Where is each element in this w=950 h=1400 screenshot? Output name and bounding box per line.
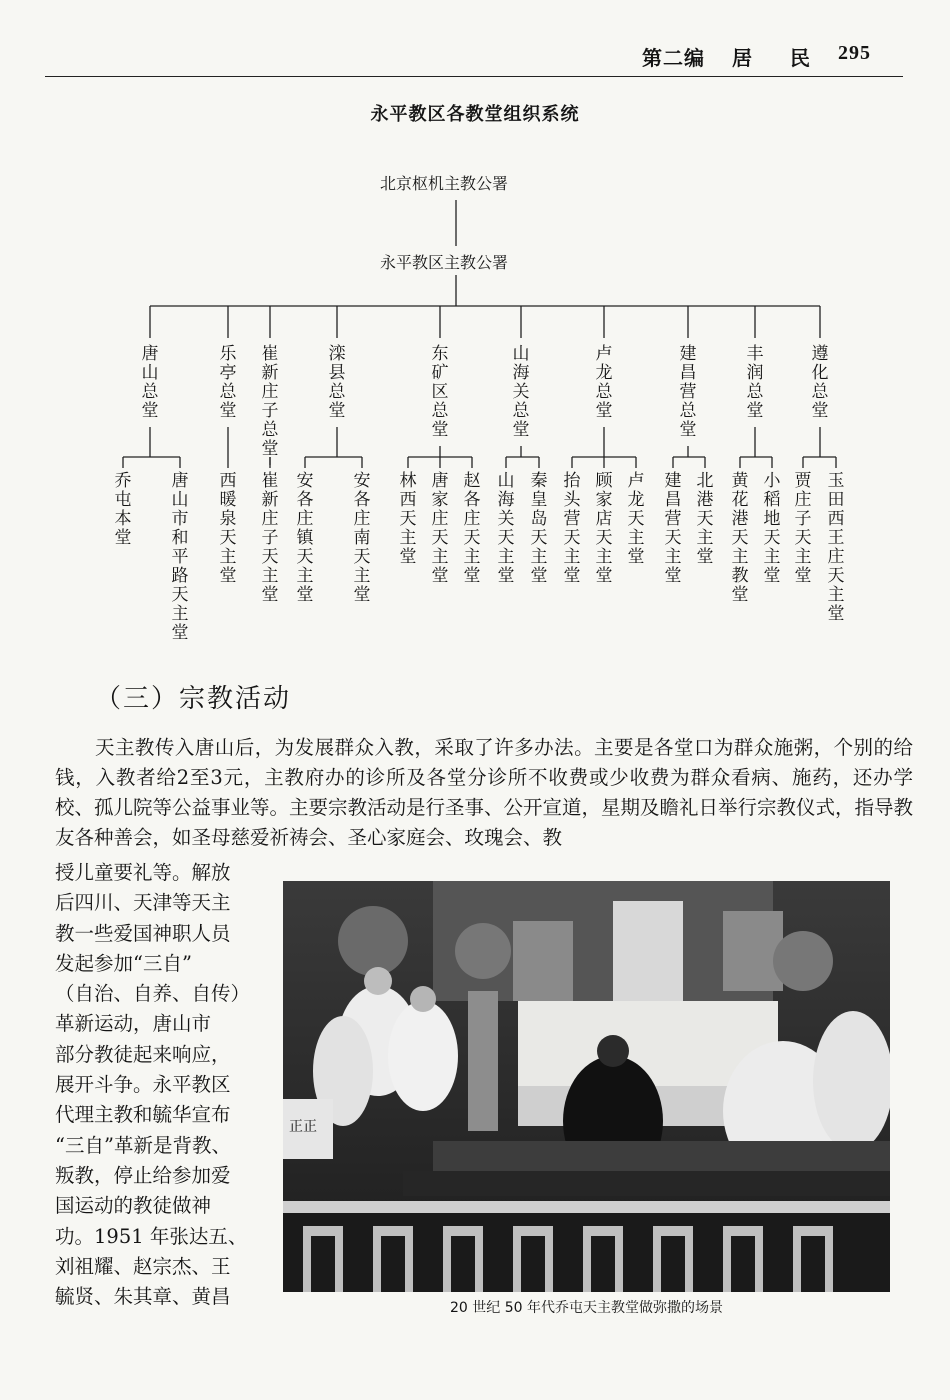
page-number: 295 <box>838 42 871 64</box>
church-4-2: 安各庄南天主堂 <box>353 471 371 605</box>
branch-6: 山海关总堂 <box>512 344 530 440</box>
header-section: 第二编 <box>642 46 705 70</box>
church-5-2: 唐家庄天主堂 <box>431 471 449 586</box>
church-10-2: 玉田西王庄天主堂 <box>827 471 845 624</box>
text-line: 毓贤、朱其章、黄昌 <box>55 1285 231 1309</box>
text-line: 教一些爱国神职人员 <box>55 921 231 945</box>
branch-2: 乐亭总堂 <box>219 344 237 421</box>
text-line: 授儿童要礼等。解放 <box>55 861 231 884</box>
text-line: 国运动的教徒做神 <box>55 1194 212 1218</box>
text-line: 发起参加“三自” <box>55 951 192 975</box>
text-line: 功。1951 年张达五、 <box>55 1224 248 1248</box>
church-3-1: 崔新庄子天主堂 <box>261 471 279 605</box>
church-9-1: 黄花港天主教堂 <box>731 471 749 605</box>
photo-caption: 20 世纪 50 年代乔屯天主教堂做弥撒的场景 <box>450 1300 723 1316</box>
chart-title: 永平教区各教堂组织系统 <box>370 104 580 125</box>
church-5-3: 赵各庄天主堂 <box>463 471 481 586</box>
text-line: 刘祖耀、赵宗杰、王 <box>55 1254 231 1278</box>
header-chapter-1: 居 <box>732 46 753 70</box>
org-second-node: 永平教区主教公署 <box>380 253 509 272</box>
text-line: “三自”革新是背教、 <box>55 1133 231 1157</box>
text-line: 部分教徒起来响应， <box>55 1042 231 1066</box>
body-paragraph: 天主教传入唐山后，为发展群众入教，采取了许多办法。主要是各堂口为群众施粥，个别的给钱，入教者给2至3元，主教府办的诊所及各堂分诊所不收费或少收费为群众看病、施药，还办学校、孤儿院等公益事业等。主要宗教活动是行圣事、公开宣道，星期及瞻礼日举行宗教仪式，指导教友各种善会，如圣母慈爱祈祷会、圣心家庭会、玫瑰会、教 <box>55 736 914 849</box>
branch-7: 卢龙总堂 <box>595 344 613 421</box>
church-8-1: 建昌营天主堂 <box>664 471 682 586</box>
text-line: 革新运动，唐山市 <box>55 1012 212 1036</box>
photo-sign-text: 正正 <box>289 1119 317 1135</box>
church-7-1: 抬头营天主堂 <box>563 471 581 586</box>
church-1-2: 唐山市和平路天主堂 <box>171 471 189 643</box>
text-line: 代理主教和毓华宣布 <box>55 1103 231 1127</box>
church-6-2: 秦皇岛天主堂 <box>530 471 548 586</box>
church-10-1: 贾庄子天主堂 <box>794 471 812 586</box>
church-5-1: 林西天主堂 <box>399 471 417 567</box>
church-7-3: 卢龙天主堂 <box>627 471 645 567</box>
church-7-2: 顾家店天主堂 <box>595 471 613 586</box>
church-2-1: 西暖泉天主堂 <box>219 471 237 586</box>
branch-10: 遵化总堂 <box>811 344 829 421</box>
church-1-1: 乔屯本堂 <box>114 471 132 548</box>
section-title: （三）宗教活动 <box>95 684 292 714</box>
church-8-2: 北港天主堂 <box>696 471 714 567</box>
church-4-1: 安各庄镇天主堂 <box>296 471 314 605</box>
org-top-node: 北京枢机主教公署 <box>380 174 509 193</box>
text-line: （自治、自养、自传） <box>55 982 251 1006</box>
body-paragraph-wrapped <box>55 858 263 1312</box>
text-line: 后四川、天津等天主 <box>55 891 231 915</box>
church-6-1: 山海关天主堂 <box>497 471 515 586</box>
church-9-2: 小稻地天主堂 <box>763 471 781 586</box>
mass-photo <box>283 881 890 1292</box>
branch-1: 唐山总堂 <box>141 344 159 421</box>
branch-4: 滦县总堂 <box>328 344 346 421</box>
text-line: 叛教，停止给参加爱 <box>55 1163 231 1187</box>
text-line: 展开斗争。永平教区 <box>55 1073 231 1097</box>
branch-9: 丰润总堂 <box>746 344 764 421</box>
branch-5: 东矿区总堂 <box>431 344 449 440</box>
branch-8: 建昌营总堂 <box>679 344 697 440</box>
branch-3: 崔新庄子总堂 <box>261 344 279 459</box>
header-chapter-2: 民 <box>790 46 811 70</box>
